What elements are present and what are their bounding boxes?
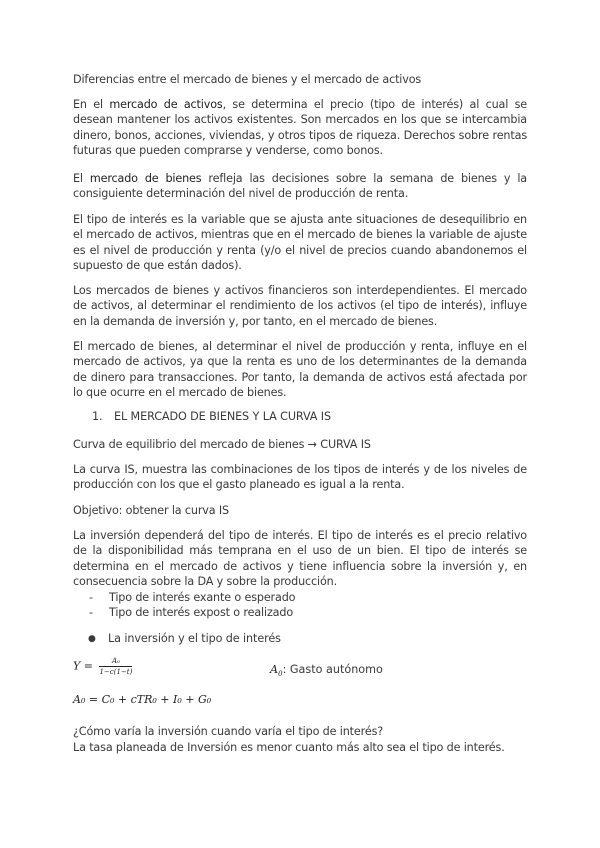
objective-line: Objetivo: obtener la curva IS [73, 504, 229, 517]
question-line: ¿Cómo varía la inversión cuando varía el tipo de interés? [73, 725, 384, 738]
section-title: EL MERCADO DE BIENES Y LA CURVA IS [114, 410, 332, 423]
a0-symbol: A [270, 663, 279, 676]
section-heading [92, 410, 331, 423]
list-item-text: Tipo de interés exante o esperado [109, 591, 296, 604]
paragraph-mercado-bienes-renta: El mercado de bienes, al determinar el nivel de producción y renta, influye en el mercado de activos, ya que la renta es uno de los determinantes de la demanda de dinero para transacciones. Por tanto, la demanda de activos está afectada por lo que ocurre en el mercado de bienes. [73, 340, 527, 399]
paragraph-inversion: La inversión dependerá del tipo de interés. El tipo de interés es el precio relativo de la disponibilidad más temprana en el uso de un bien. El tipo de interés se determina en el mercado de activos y tiene influencia sobre la inversión y, en consecuencia sobre la DA y sobre la producción. [73, 529, 527, 588]
a0-label [270, 663, 383, 678]
bullet-text: La inversión y el tipo de interés [108, 632, 281, 645]
paragraph-text: El [73, 172, 90, 185]
fraction-denominator: 1−c(1−t) [99, 668, 133, 676]
equation-lhs: Y = [73, 659, 93, 673]
dash-marker: - [89, 606, 93, 619]
paragraph-bienes [73, 171, 527, 202]
paragraph-curva-is: La curva IS, muestra las combinaciones de los tipos de interés y de los niveles de producción con los que el gasto planeado es igual a la renta. [73, 463, 527, 492]
paragraph-text: refleja las decisiones sobre la semana de bienes y la consiguiente determinación del nivel de producción de renta. [73, 172, 527, 201]
equation-fraction [99, 657, 132, 676]
paragraph-text: En el [73, 98, 110, 111]
bullet-heading [88, 632, 281, 645]
document-title: Diferencias entre el mercado de bienes y el mercado de activos [73, 73, 422, 86]
equation-y [73, 657, 132, 676]
dash-marker: - [89, 591, 93, 604]
interest-type-list [89, 590, 295, 620]
a0-description: : Gasto autónomo [282, 663, 383, 676]
answer-line: La tasa planeada de Inversión es menor cuanto más alto sea el tipo de interés. [73, 741, 505, 754]
list-item-text: Tipo de interés expost o realizado [109, 606, 294, 619]
paragraph-text: , se determina el precio (tipo de interés) al cual se desean mantener los activos existentes. Son mercados en los que se intercambia dinero, bonos, acciones, viviendas, y otros tipos de riqueza. Derechos sobre rentas futuras que pueden comprarse y venderse, como bonos. [73, 98, 527, 157]
list-item [89, 605, 295, 620]
list-item [89, 590, 295, 605]
term-mercado-activos: mercado de activos [109, 98, 223, 111]
section-number: 1. [92, 410, 103, 423]
equation-a0: A₀ = C₀ + cTR₀ + I₀ + G₀ [73, 693, 212, 706]
paragraph-tipo-interes: El tipo de interés es la variable que se ajusta ante situaciones de desequilibrio en el mercado de activos, mientras que en el mercado de bienes la variable de ajuste es el nivel de producción y renta (y/o el nivel de precios cuando abandonemos el supuesto de que están dados). [73, 213, 527, 272]
bullet-icon: ● [88, 634, 96, 644]
curve-definition-line: Curva de equilibrio del mercado de bienes → CURVA IS [73, 438, 371, 451]
a0-subscript: 0 [278, 670, 283, 679]
paragraph-interdependencia: Los mercados de bienes y activos financieros son interdependientes. El mercado de activos, al determinar el rendimiento de los activos (el tipo de interés), influye en la demanda de inversión y, por tanto, en el mercado de bienes. [73, 284, 527, 328]
term-mercado-bienes: mercado de bienes [89, 172, 202, 185]
paragraph-activos [73, 97, 527, 158]
fraction-numerator: A₀ [99, 657, 132, 667]
